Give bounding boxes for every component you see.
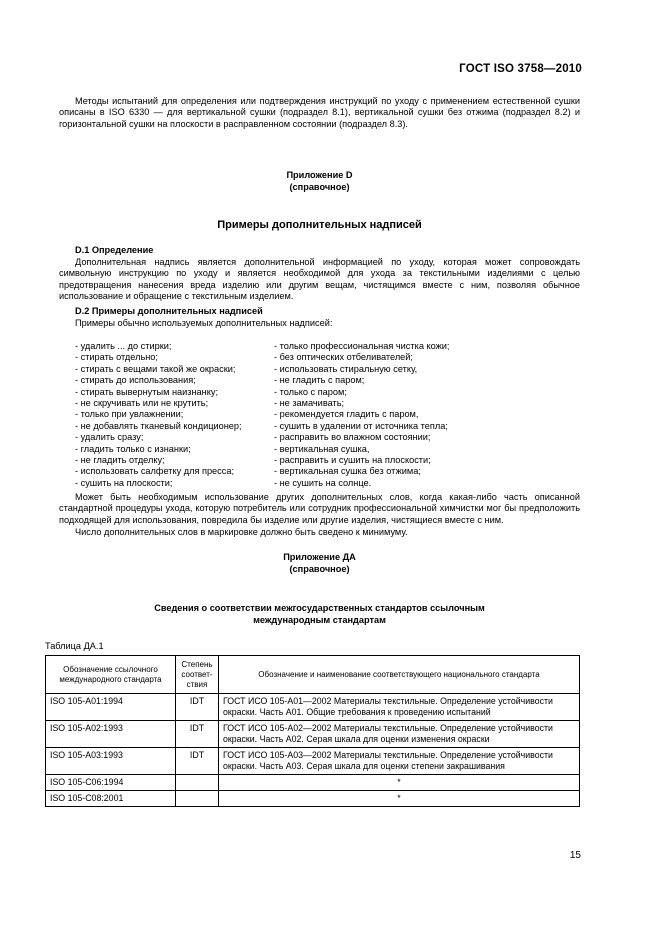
list-item: - сушить в удалении от источника тепла;	[274, 420, 448, 431]
examples-right-column	[274, 341, 449, 489]
table-header-row	[46, 656, 580, 694]
closing-paragraph-1: Может быть необходимым использование других дополнительных слов, когда какая-либо часть описанной стандартной процедуры ухода, которую потребитель или сотрудник профессиональной химчистки мог бы предположить подходящей для использования, повредила бы изделие или другие изделия, чистящиеся вместе с ним.	[59, 492, 580, 525]
cell-reference: ISO 105-A03:1993	[46, 748, 176, 775]
list-item: - стирать отдельно;	[75, 352, 158, 363]
section-d1-text: Дополнительная надпись является дополнительной информацией по уходу, которая может сопровождать символьную инструкцию по уходу и является необходимой для ухода за текстильными изделиями с целью предотвращения нанесения вреда изделию или другим вещам, чистящимся вместе с ним, позволяя обычное использование и обращение с текстильным изделием.	[59, 257, 580, 302]
column-header-degree: Степень соответ-ствия	[176, 656, 219, 694]
list-item: - вертикальная сушка,	[274, 443, 370, 454]
appendix-da-title-line-2: международным стандартам	[253, 615, 386, 625]
section-d2-intro: Примеры обычно используемых дополнительных надписей:	[75, 318, 333, 328]
appendix-d-type: (справочное)	[289, 182, 350, 192]
list-item: - вертикальная сушка без отжима;	[274, 466, 421, 477]
list-item: - удалить ... до стирки;	[75, 341, 172, 351]
list-item: - не гладить с паром;	[274, 375, 365, 386]
list-item: - стирать с вещами такой же окраски;	[75, 363, 236, 374]
list-item: - не сушить на солнце.	[274, 477, 372, 488]
page-number: 15	[569, 850, 581, 861]
list-item: - без оптических отбеливателей;	[274, 352, 413, 363]
table-row	[46, 791, 580, 807]
cell-national: *	[219, 775, 580, 791]
appendix-da-type: (справочное)	[289, 564, 350, 574]
cell-degree: IDT	[176, 721, 219, 748]
list-item: - не гладить отделку;	[75, 455, 165, 466]
cell-reference: ISO 105-C06:1994	[46, 775, 176, 791]
compliance-table	[45, 655, 580, 807]
examples-left-column	[75, 341, 242, 489]
list-item: - не замачивать;	[274, 398, 345, 409]
table-row	[46, 721, 580, 748]
closing-paragraph-2: Число дополнительных слов в маркировке должно быть сведено к минимуму.	[75, 527, 408, 537]
list-item: - только при увлажнении;	[75, 409, 184, 420]
list-item: - только с паром;	[274, 386, 347, 397]
appendix-d-label: Приложение D	[286, 170, 353, 180]
appendix-da-title-line-1: Сведения о соответствии межгосударственных стандартов ссылочным	[154, 603, 485, 613]
list-item: - стирать до использования;	[75, 375, 196, 386]
column-header-reference: Обозначение ссылочного международного стандарта	[46, 656, 176, 694]
table-row	[46, 694, 580, 721]
section-d2-heading: D.2 Примеры дополнительных надписей	[75, 306, 263, 316]
column-header-national: Обозначение и наименование соответствующего национального стандарта	[219, 656, 580, 694]
list-item: - стирать вывернутым наизнанку;	[75, 386, 218, 397]
list-item: - только профессиональная чистка кожи;	[274, 341, 450, 351]
cell-national: ГОСТ ИСО 105-А02—2002 Материалы текстильные. Определение устойчивости окраски. Часть А02. Серая шкала для оценки изменения окраски	[219, 721, 580, 748]
section-d1-heading: D.1 Определение	[75, 245, 154, 255]
cell-degree	[176, 775, 219, 791]
list-item: - не скручивать или не крутить;	[75, 398, 209, 409]
list-item: - использовать стиральную сетку,	[274, 363, 418, 374]
table-row	[46, 748, 580, 775]
table-caption: Таблица ДА.1	[45, 641, 104, 651]
list-item: - сушить на плоскости;	[75, 477, 173, 488]
list-item: - гладить только с изнанки;	[75, 443, 191, 454]
list-item: - расправить и сушить на плоскости;	[274, 455, 431, 466]
cell-reference: ISO 105-A01:1994	[46, 694, 176, 721]
list-item: - использовать салфетку для пресса;	[75, 466, 235, 477]
appendix-d-title: Примеры дополнительных надписей	[217, 219, 422, 231]
cell-national: ГОСТ ИСО 105-А01—2002 Материалы текстильные. Определение устойчивости окраски. Часть А01. Общие требования к проведению испытаний	[219, 694, 580, 721]
table-row	[46, 775, 580, 791]
appendix-da-label: Приложение ДА	[283, 552, 356, 562]
doc-header-code: ГОСТ ISO 3758—2010	[459, 63, 582, 75]
cell-national: ГОСТ ИСО 105-А03—2002 Материалы текстильные. Определение устойчивости окраски. Часть А03. Серая шкала для оценки степени закрашивания	[219, 748, 580, 775]
list-item: - расправить во влажном состоянии;	[274, 432, 431, 443]
cell-degree: IDT	[176, 694, 219, 721]
cell-reference: ISO 105-A02:1993	[46, 721, 176, 748]
intro-paragraph: Методы испытаний для определения или подтверждения инструкций по уходу с применением естественной сушки описаны в ISO 6330 — для вертикальной сушки (подраздел 8.1), вертикальной сушки без отжима (подраздел 8.2) и горизонтальной сушки на плоскости в расправленном состоянии (подраздел 8.3).	[59, 96, 580, 129]
cell-degree	[176, 791, 219, 807]
cell-reference: ISO 105-C08:2001	[46, 791, 176, 807]
cell-degree: IDT	[176, 748, 219, 775]
list-item: - не добавлять тканевый кондиционер;	[75, 420, 242, 431]
list-item: - рекомендуется гладить с паром,	[274, 409, 419, 420]
list-item: - удалить сразу;	[75, 432, 144, 443]
cell-national: *	[219, 791, 580, 807]
